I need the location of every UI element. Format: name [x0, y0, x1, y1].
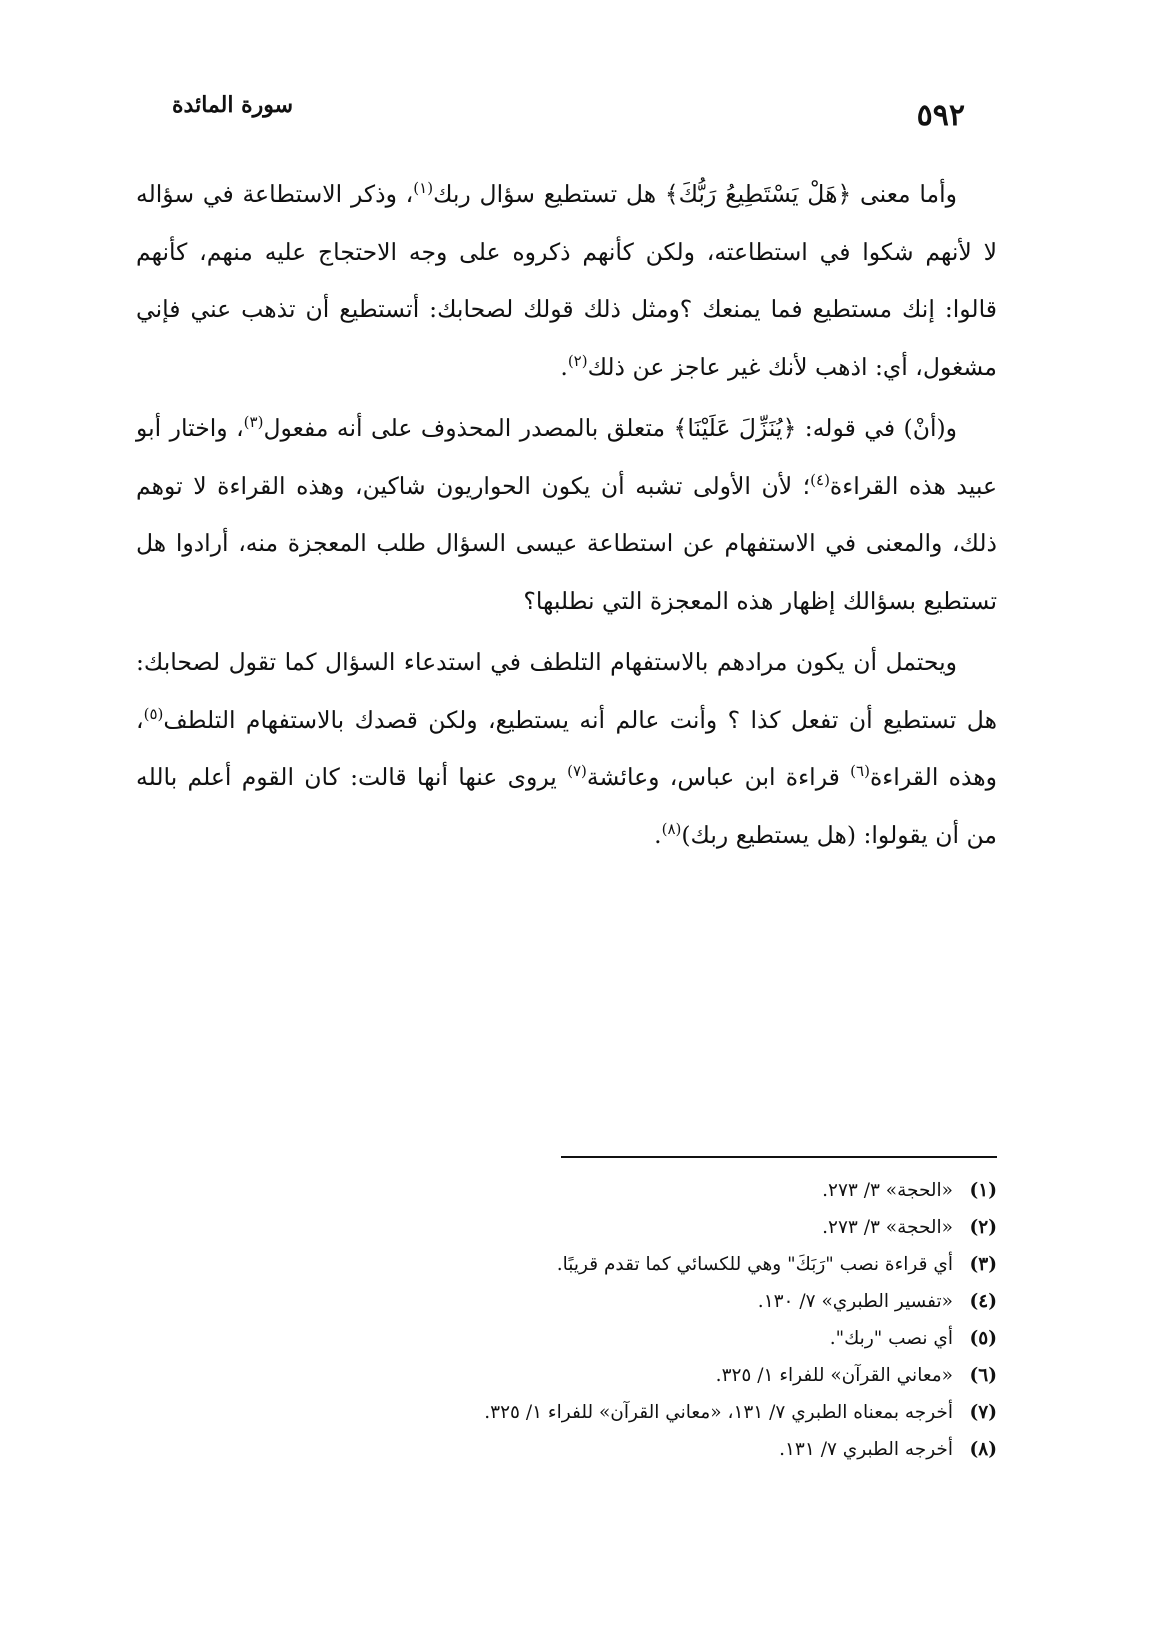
footnote-number: (٥): [969, 1328, 997, 1349]
text-run: و(أنْ) في قوله:: [796, 414, 957, 442]
footnote-reference: (٦): [850, 762, 870, 781]
text-run: ؛ لأن الأولى تشبه أن يكون الحواريون شاكين، وهذه القراءة لا توهم ذلك، والمعنى في الاستفهام عن استطاعة عيسى السؤال طلب المعجزة منه، أرادوا هل تستطيع بسؤالك إظهار هذه المعجزة التي نطلبها؟: [136, 471, 997, 615]
text-run: ، واختار أبو عبيد هذه القراءة: [136, 414, 997, 500]
paragraph: [136, 166, 997, 396]
footnote-number: (٢): [969, 1217, 997, 1238]
footnote-number: (٣): [969, 1254, 997, 1275]
footnote-item: [136, 1172, 997, 1209]
footnote-reference: (٢): [567, 351, 588, 370]
text-run: هل تستطيع سؤال ربك: [433, 180, 665, 208]
footnote-number: (١): [969, 1180, 997, 1201]
footnote-item: [136, 1209, 997, 1246]
paragraph: [136, 400, 997, 630]
text-run: ، وهذه القراءة: [136, 705, 998, 791]
footnote-reference: (٤): [810, 470, 830, 489]
footnote-item: [136, 1357, 997, 1394]
quran-verse: ﴿يُنَزِّلَ عَلَيْنَا﴾: [673, 414, 797, 442]
quran-verse: ﴿هَلْ يَسْتَطِيعُ رَبُّكَ﴾: [664, 180, 852, 208]
footnote-text: «معاني القرآن» للفراء ١/ ٣٢٥.: [715, 1365, 953, 1386]
text-run: ويحتمل أن يكون مرادهم بالاستفهام التلطف في استدعاء السؤال كما تقول لصحابك: هل تستطيع أن تفعل كذا ؟ وأنت عالم أنه يستطيع، ولكن قصدك بالاستفهام التلطف: [136, 648, 997, 734]
body-text: [136, 166, 997, 868]
footnote-reference: (٨): [661, 819, 682, 838]
text-run: .: [654, 820, 662, 849]
footnote-item: [136, 1246, 997, 1283]
text-run: .: [560, 352, 568, 381]
footnote-text: أي نصب "ربك".: [829, 1328, 953, 1349]
footnote-number: (٨): [969, 1439, 997, 1460]
footnote-text: «الحجة» ٣/ ٢٧٣.: [822, 1180, 953, 1201]
footnotes-list: [136, 1172, 997, 1468]
footnote-reference: (٣): [243, 413, 264, 432]
footnote-item: [136, 1283, 997, 1320]
footnote-reference: (٥): [143, 704, 164, 723]
footnote-number: (٦): [969, 1365, 997, 1386]
footnote-reference: (١): [413, 179, 434, 198]
footnote-text: أخرجه بمعناه الطبري ٧/ ١٣١، «معاني القرآن» للفراء ١/ ٣٢٥.: [484, 1402, 953, 1423]
text-run: متعلق بالمصدر المحذوف على أنه مفعول: [263, 414, 674, 442]
footnote-number: (٧): [969, 1402, 997, 1423]
footnote-text: أي قراءة نصب "رَبَكَ" وهي للكسائي كما تقدم قريبًا.: [556, 1254, 953, 1275]
text-run: قراءة ابن عباس، وعائشة: [586, 763, 851, 791]
footnote-item: [136, 1320, 997, 1357]
footnote-number: (٤): [969, 1291, 997, 1312]
page-header: [172, 92, 965, 142]
footnote-text: «تفسير الطبري» ٧/ ١٣٠.: [757, 1291, 953, 1312]
footnote-text: أخرجه الطبري ٧/ ١٣١.: [779, 1439, 953, 1460]
text-run: وأما معنى: [851, 180, 957, 208]
footnote-reference: (٧): [567, 762, 587, 781]
footnote-divider: [561, 1156, 997, 1158]
paragraph: [136, 634, 997, 864]
page-number: ٥٩٢: [916, 98, 965, 133]
footnote-text: «الحجة» ٣/ ٢٧٣.: [822, 1217, 953, 1238]
text-run: يروى عنها أنها قالت: كان القوم أعلم بالله من أن يقولوا: (هل يستطيع ربك): [136, 763, 997, 849]
running-title: سورة المائدة: [172, 92, 294, 118]
footnote-item: [136, 1431, 997, 1468]
footnote-item: [136, 1394, 997, 1431]
text-run: ، وذكر الاستطاعة في سؤاله لا لأنهم شكوا في استطاعته، ولكن كأنهم ذكروه على وجه الاحتجاج عليه منهم، كأنهم قالوا: إنك مستطيع فما يمنعك ؟ومثل ذلك قولك لصحابك: أتستطيع أن تذهب عني فإني مشغول، أي: اذهب لأنك غير عاجز عن ذلك: [136, 180, 997, 381]
